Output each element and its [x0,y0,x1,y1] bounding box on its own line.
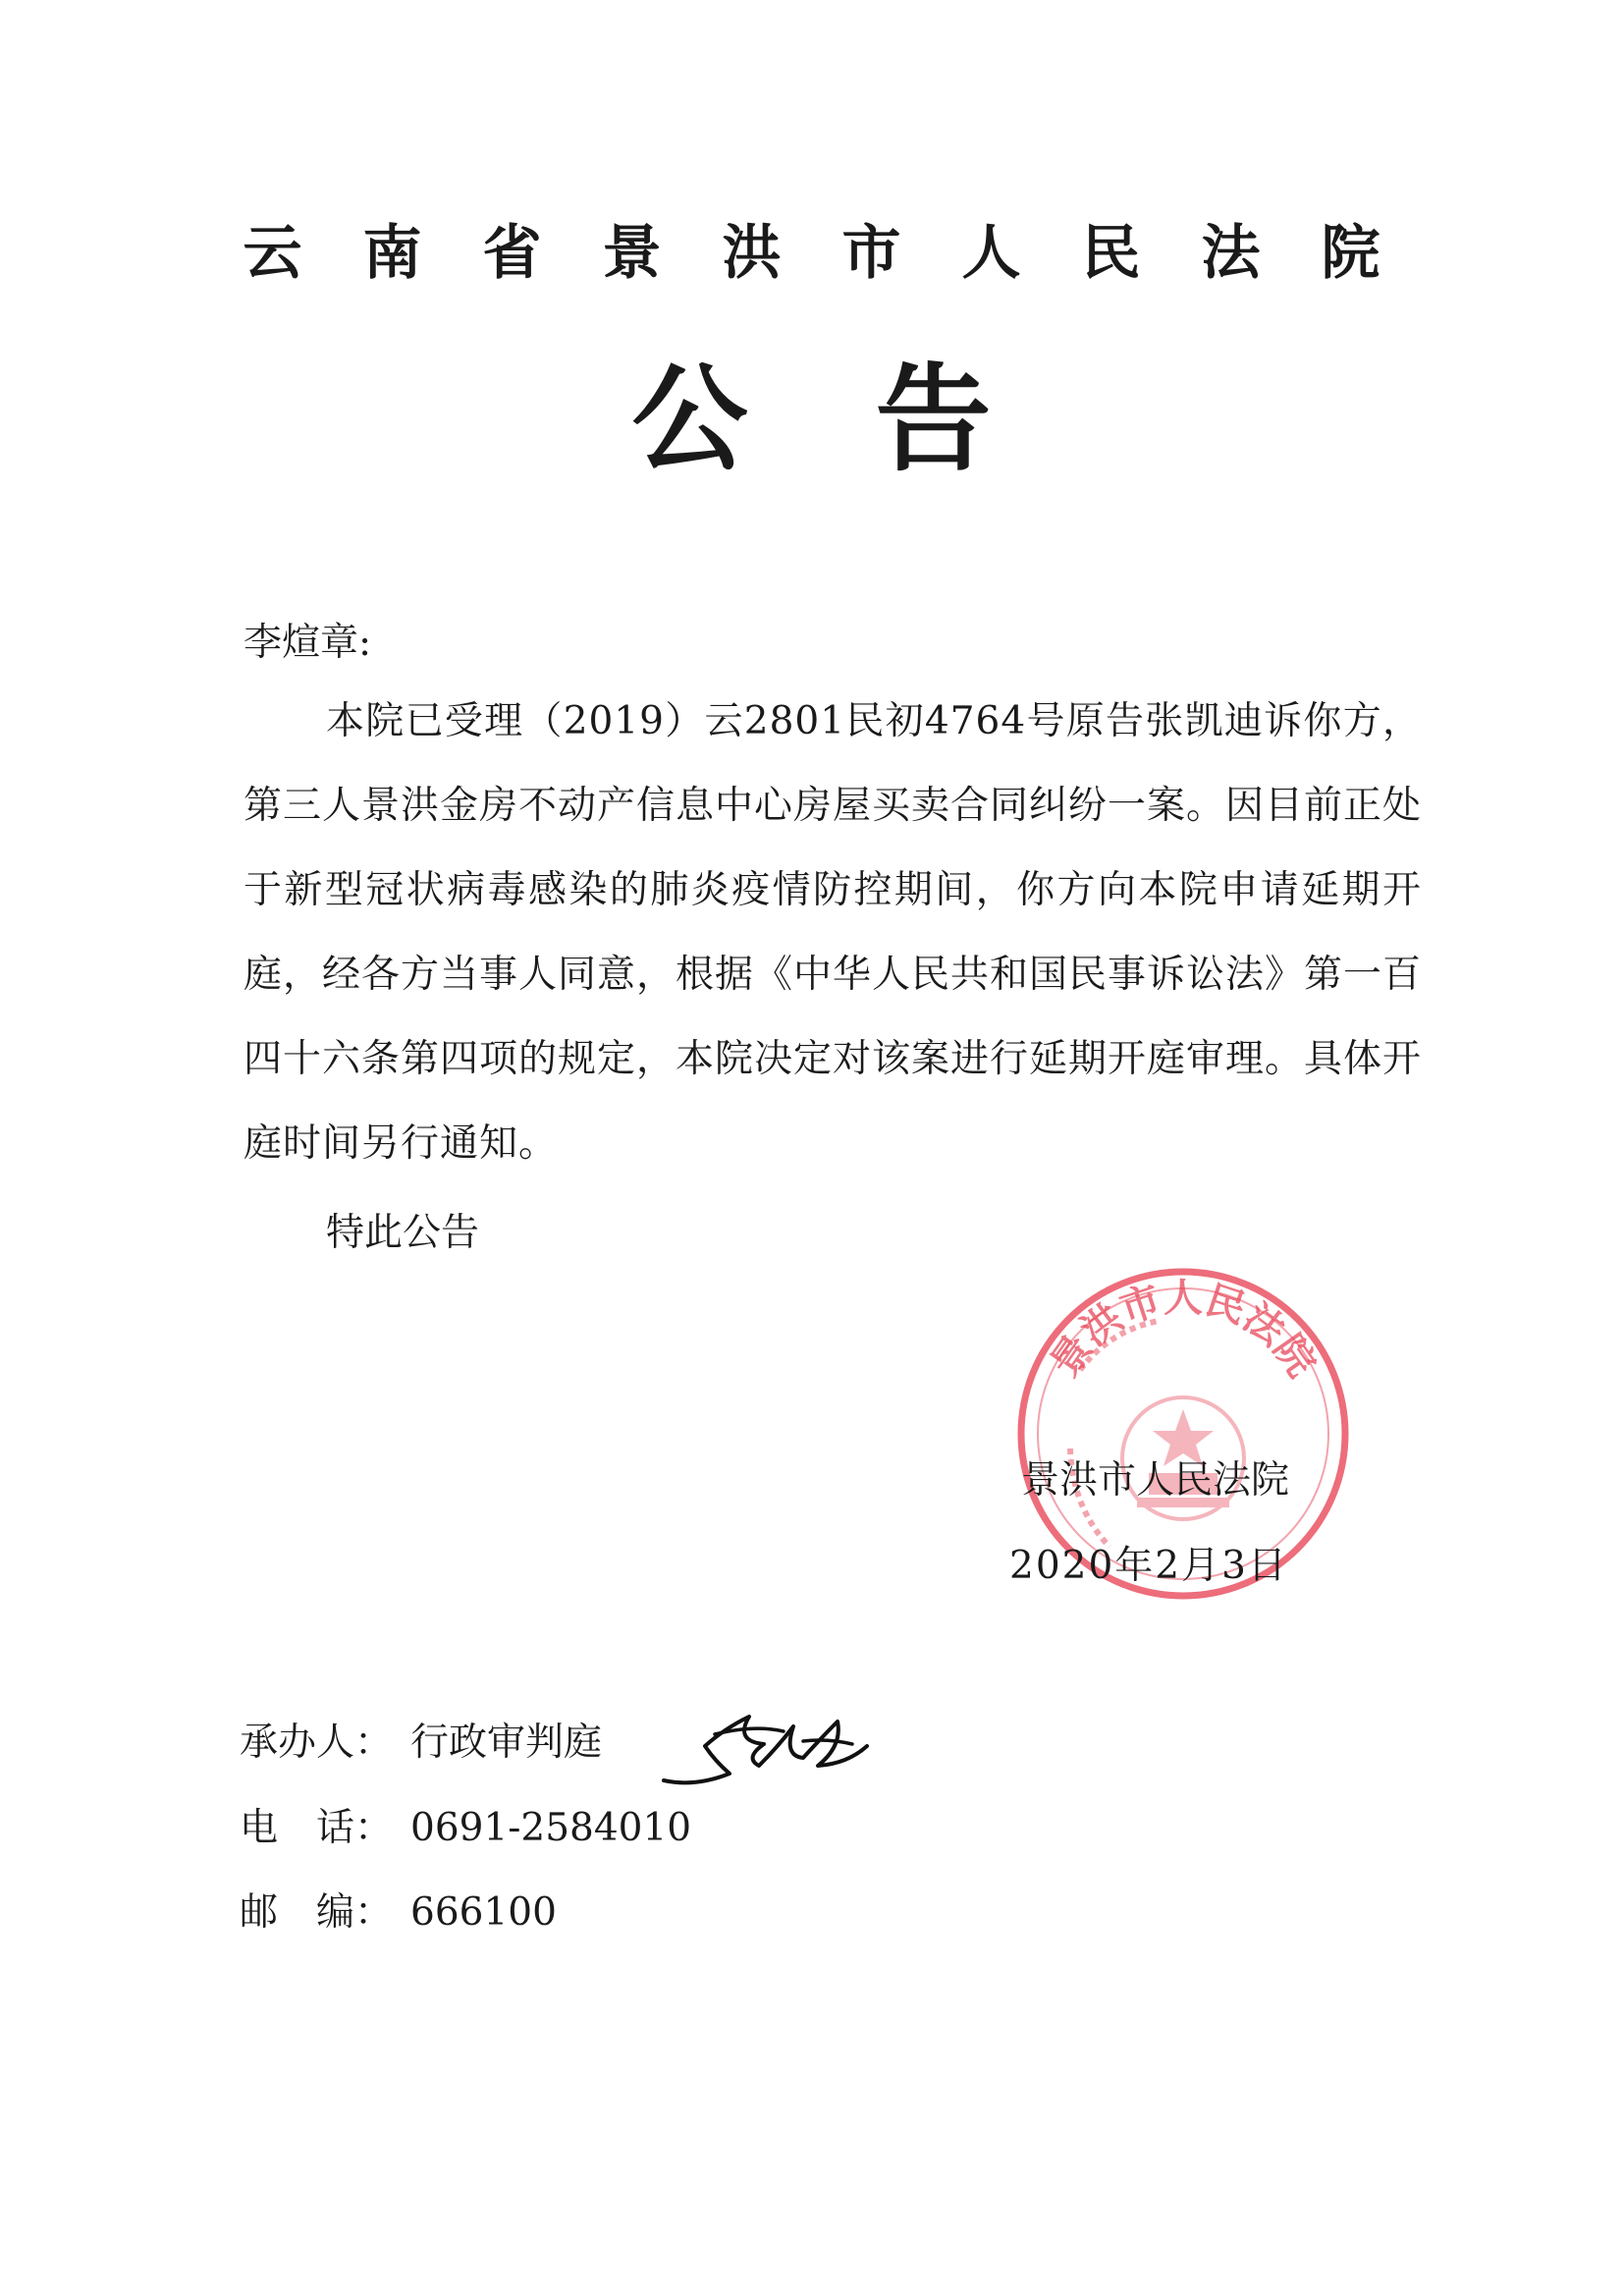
signing-date: 2020年2月3日 [1009,1544,1288,1588]
court-name: 云南省景洪市人民法院 [243,219,1441,288]
closing-phrase: 特此公告 [326,1211,480,1255]
phone-value: 0691-2584010 [410,1806,692,1850]
handwritten-signature [656,1687,882,1795]
phone-label: 电 话： [240,1806,394,1850]
document-title: 公告 [631,352,1119,487]
postal-value: 666100 [410,1890,557,1935]
signing-court: 景洪市人民法院 [1021,1458,1290,1503]
contact-handler [240,1721,603,1765]
addressee: 李煊章: [243,621,372,665]
notice-body: 本院已受理（2019）云2801民初4764号原告张凯迪诉你方，第三人景洪金房不动产信息中心房屋买卖合同纠纷一案。因目前正处于新型冠状病毒感染的肺炎疫情防控期间，你方向本院申请延期开庭，经各方当事人同意，根据《中华人民共和国民事诉讼法》第一百四十六条第四项的规定，本院决定对该案进行延期开庭审理。具体开庭时间另行通知。 [243,699,1423,1166]
postal-label: 邮 编： [240,1890,394,1935]
contact-phone [240,1806,692,1850]
handler-label: 承办人： [240,1721,394,1765]
seal-text: 景洪市人民法院 [1041,1275,1325,1386]
handler-value: 行政审判庭 [410,1721,603,1765]
contact-postal [240,1890,557,1935]
